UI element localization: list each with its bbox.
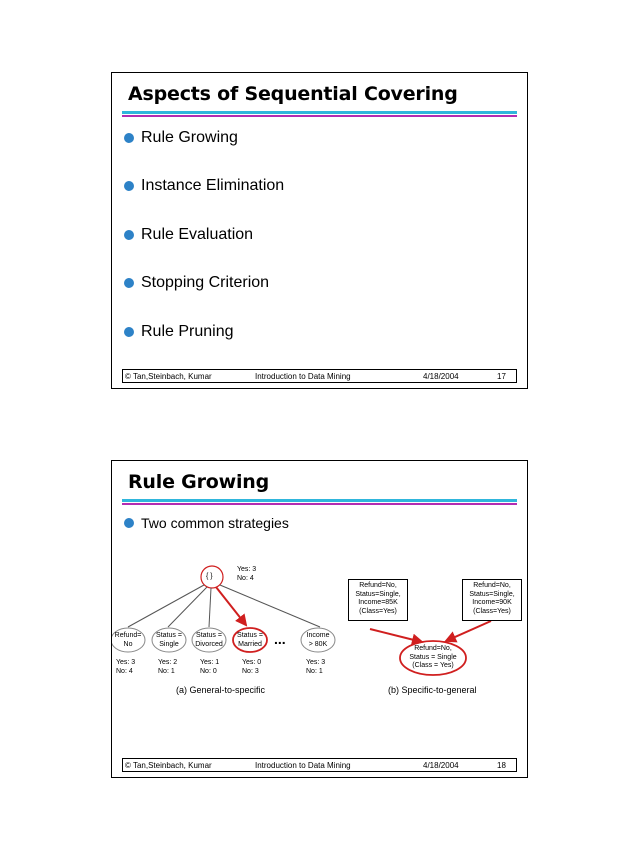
footer-page: 18	[497, 761, 506, 770]
tree-edge	[168, 587, 207, 627]
root-counts: Yes: 3 No: 4	[237, 566, 257, 582]
slide-title: Aspects of Sequential Covering	[128, 83, 458, 105]
slide-18	[111, 460, 528, 778]
bullet-dot-icon	[124, 278, 134, 288]
child-counts: Yes: 0 No: 3	[242, 659, 262, 675]
root-label: { }	[206, 573, 213, 580]
rule-box-left: Refund=No, Status=Single, Income=85K (Class=Yes)	[348, 579, 408, 621]
child-label-married: Status = Married	[237, 632, 263, 648]
child-label-single: Status = Single	[156, 632, 182, 648]
tree-edge	[220, 585, 320, 627]
child-label-refund: Refund= No	[114, 632, 142, 648]
footer-course: Introduction to Data Mining	[255, 761, 351, 770]
tree-edge	[209, 588, 211, 627]
child-counts: Yes: 3 No: 4	[116, 659, 136, 675]
child-counts: Yes: 3 No: 1	[306, 659, 326, 675]
slide-footer	[122, 758, 517, 772]
bullet-dot-icon	[124, 133, 134, 143]
caption-specific-to-general: (b) Specific-to-general	[388, 685, 477, 695]
bullet-item: Instance Elimination	[124, 177, 284, 195]
tree-edge-selected	[216, 587, 246, 625]
bullet-item: Two common strategies	[124, 515, 289, 531]
footer-date: 4/18/2004	[423, 372, 459, 381]
caption-general-to-specific: (a) General-to-specific	[176, 685, 266, 695]
tree-edge	[128, 585, 204, 627]
title-underline-cyan	[122, 499, 517, 502]
bullet-item: Stopping Criterion	[124, 274, 269, 292]
rule-box-right: Refund=No, Status=Single, Income=90K (Class=Yes)	[462, 579, 522, 621]
footer-date: 4/18/2004	[423, 761, 459, 770]
ellipsis: ...	[274, 631, 286, 647]
title-underline-cyan	[122, 111, 517, 114]
child-counts: Yes: 1 No: 0	[200, 659, 220, 675]
footer-author: © Tan,Steinbach, Kumar	[125, 372, 212, 381]
generalize-arrow	[446, 621, 491, 641]
rule-growing-diagram	[112, 561, 529, 711]
slide-title: Rule Growing	[128, 471, 269, 493]
child-label-divorced: Status = Divorced	[195, 632, 223, 648]
bullet-item: Rule Growing	[124, 129, 238, 147]
generalize-arrow	[370, 629, 422, 642]
footer-page: 17	[497, 372, 506, 381]
title-underline-purple	[122, 115, 517, 117]
result-rule-label: Refund=No, Status = Single (Class = Yes)	[409, 645, 457, 669]
child-label-income: Income > 80K	[306, 632, 330, 648]
footer-course: Introduction to Data Mining	[255, 372, 351, 381]
slide-footer	[122, 369, 517, 383]
child-counts: Yes: 2 No: 1	[158, 659, 178, 675]
bullet-item: Rule Pruning	[124, 323, 234, 341]
bullet-dot-icon	[124, 230, 134, 240]
footer-author: © Tan,Steinbach, Kumar	[125, 761, 212, 770]
bullet-dot-icon	[124, 327, 134, 337]
bullet-dot-icon	[124, 181, 134, 191]
title-underline-purple	[122, 503, 517, 505]
slide-17	[111, 72, 528, 389]
bullet-dot-icon	[124, 518, 134, 528]
bullet-item: Rule Evaluation	[124, 226, 253, 244]
